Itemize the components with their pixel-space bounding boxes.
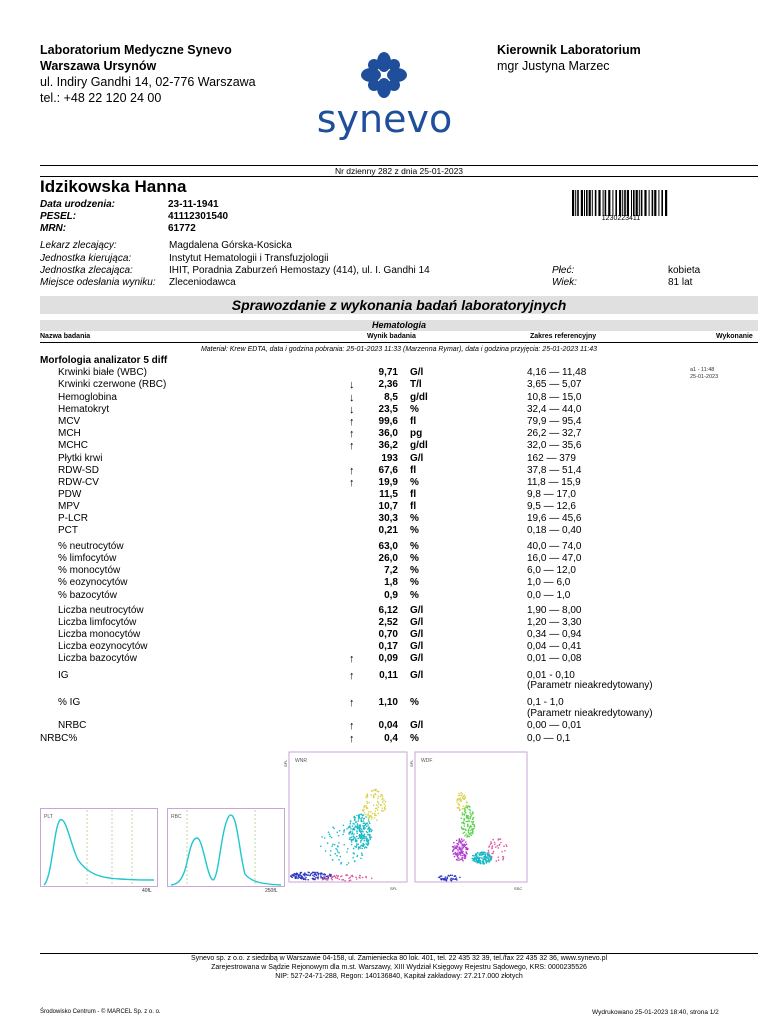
result-flag: ↑ bbox=[349, 440, 355, 452]
col-reference-header: Zakres referencyjny bbox=[530, 333, 597, 340]
result-flag: ↑ bbox=[349, 416, 355, 428]
synevo-logo bbox=[312, 50, 457, 145]
result-value: 36,0 bbox=[378, 428, 398, 439]
birth-date-row bbox=[40, 199, 340, 211]
plt-histogram bbox=[40, 808, 158, 894]
result-unit: % bbox=[410, 404, 419, 415]
result-flag: ↑ bbox=[349, 653, 355, 665]
group-title: Morfologia analizator 5 diff bbox=[40, 355, 168, 366]
lab-address: ul. Indiry Gandhi 14, 02-776 Warszawa bbox=[40, 75, 256, 89]
referral-label: Lekarz zlecający: bbox=[40, 240, 117, 251]
plt-axis-end: 40fL bbox=[142, 888, 152, 894]
result-unit: % bbox=[410, 565, 419, 576]
result-unit: % bbox=[410, 733, 419, 744]
result-row bbox=[40, 605, 758, 617]
result-reference: 0,0 — 0,1 bbox=[527, 733, 571, 744]
wdf-scattergram bbox=[410, 750, 530, 892]
barcode-number: 1230223411 bbox=[601, 215, 641, 222]
result-name: Krwinki białe (WBC) bbox=[58, 367, 147, 378]
result-unit: % bbox=[410, 525, 419, 536]
result-name: % eozynocytów bbox=[58, 577, 128, 588]
referral-row bbox=[40, 240, 560, 252]
result-flag: ↓ bbox=[349, 404, 355, 416]
result-row bbox=[40, 541, 758, 553]
footer-line: Zarejestrowana w Sądzie Rejonowym dla m.st. Warszawy, XIII Wydział Księgowy Rejestru Sądowego, KRS: 0000235526 bbox=[211, 964, 587, 971]
result-reference: 79,9 — 95,4 bbox=[527, 416, 582, 427]
result-flag: ↑ bbox=[349, 720, 355, 732]
mrn-value: 61772 bbox=[168, 223, 196, 234]
result-name: % monocytów bbox=[58, 565, 121, 576]
sex-label: Płeć: bbox=[552, 265, 575, 276]
result-name: Hematokryt bbox=[58, 404, 110, 415]
result-reference: 0,34 — 0,94 bbox=[527, 629, 582, 640]
result-value: 19,9 bbox=[378, 477, 398, 488]
rbc-label: RBC bbox=[171, 814, 182, 820]
age-value: 81 lat bbox=[668, 277, 693, 288]
wnr-y-axis: SFL bbox=[283, 759, 288, 767]
result-flag: ↓ bbox=[349, 392, 355, 404]
result-name: Liczba bazocytów bbox=[58, 653, 137, 664]
result-reference: 162 — 379 bbox=[527, 453, 576, 464]
result-reference: 0,18 — 0,40 bbox=[527, 525, 582, 536]
result-reference: 9,8 — 17,0 bbox=[527, 489, 576, 500]
result-row bbox=[40, 641, 758, 653]
result-unit: T/l bbox=[410, 379, 422, 390]
wnr-label: WNR bbox=[295, 758, 307, 764]
result-value: 67,6 bbox=[378, 465, 398, 476]
result-name: Krwinki czerwone (RBC) bbox=[58, 379, 167, 390]
lab-header bbox=[40, 42, 256, 106]
result-reference: 9,5 — 12,6 bbox=[527, 501, 576, 512]
logo-wordmark: synevo bbox=[316, 97, 453, 141]
wnr-scattergram bbox=[284, 750, 410, 892]
result-row bbox=[40, 477, 758, 489]
result-value: 2,52 bbox=[378, 617, 398, 628]
result-name: RDW-SD bbox=[58, 465, 99, 476]
result-unit: G/l bbox=[410, 453, 424, 464]
result-name: % neutrocytów bbox=[58, 541, 124, 552]
non-accredited-note: (Parametr nieakredytowany) bbox=[527, 708, 653, 719]
result-row bbox=[40, 440, 758, 452]
report-title: Sprawozdanie z wykonania badań laboratoryjnych bbox=[40, 296, 758, 314]
referral-value: Zleceniodawca bbox=[169, 277, 236, 288]
result-row bbox=[40, 367, 758, 379]
pesel-label: PESEL: bbox=[40, 211, 77, 222]
result-reference: 16,0 — 47,0 bbox=[527, 553, 582, 564]
result-unit: G/l bbox=[410, 629, 424, 640]
result-flag: ↓ bbox=[349, 379, 355, 391]
lab-branch: Warszawa Ursynów bbox=[40, 59, 157, 73]
result-row bbox=[40, 416, 758, 428]
result-flag: ↑ bbox=[349, 465, 355, 477]
col-performed-header: Wykonanie bbox=[716, 333, 753, 340]
result-reference: 1,90 — 8,00 bbox=[527, 605, 582, 616]
result-value: 0,11 bbox=[379, 670, 398, 681]
result-unit: fl bbox=[410, 465, 417, 476]
result-row bbox=[40, 404, 758, 416]
pesel-row bbox=[40, 211, 340, 223]
result-name: Płytki krwi bbox=[58, 453, 103, 464]
referral-row bbox=[40, 277, 560, 289]
footer-line: Synevo sp. z o.o. z siedzibą w Warszawie 04-158, ul. Zamieniecka 80 lok. 401, tel. 22 435 32 39, tel./fax 22 435 32 36, www.synevo.pl bbox=[190, 955, 608, 962]
referral-row bbox=[40, 265, 560, 277]
performed-note: a1 - 11:48 25-01-2023 bbox=[690, 367, 719, 380]
result-name: IG bbox=[58, 670, 69, 681]
barcode bbox=[572, 190, 670, 216]
result-row bbox=[40, 565, 758, 577]
referral-label: Miejsce odesłania wyniku: bbox=[40, 277, 156, 288]
result-reference: 0,1 - 1,0 bbox=[527, 697, 564, 708]
result-unit: G/l bbox=[410, 617, 424, 628]
rbc-histogram bbox=[167, 808, 285, 894]
footer-printed: Wydrukowano 25-01-2023 18:40, strona 1/2 bbox=[592, 1009, 719, 1016]
plt-label: PLT bbox=[44, 814, 53, 820]
footer-software: Środowisko Centrum - © MARCEL Sp. z o. o. bbox=[40, 1009, 161, 1015]
result-name: PCT bbox=[58, 525, 78, 536]
result-unit: fl bbox=[410, 501, 417, 512]
result-unit: g/dl bbox=[410, 392, 428, 403]
result-name: Liczba neutrocytów bbox=[58, 605, 144, 616]
result-reference: 32,0 — 35,6 bbox=[527, 440, 582, 451]
birth-date-label: Data urodzenia: bbox=[40, 199, 116, 210]
result-flag: ↑ bbox=[349, 428, 355, 440]
result-name: Hemoglobina bbox=[58, 392, 117, 403]
referral-value: IHIT, Poradnia Zaburzeń Hemostazy (414), ul. I. Gandhi 14 bbox=[169, 265, 430, 276]
result-name: MPV bbox=[58, 501, 80, 512]
result-row bbox=[40, 465, 758, 477]
result-value: 9,71 bbox=[378, 367, 398, 378]
result-value: 0,21 bbox=[378, 525, 398, 536]
result-row bbox=[40, 428, 758, 440]
result-row bbox=[40, 525, 758, 537]
result-row bbox=[40, 590, 758, 602]
result-value: 8,5 bbox=[384, 392, 398, 403]
result-reference: 6,0 — 12,0 bbox=[527, 565, 576, 576]
result-value: 26,0 bbox=[378, 553, 398, 564]
result-flag: ↑ bbox=[349, 733, 355, 745]
non-accredited-note: (Parametr nieakredytowany) bbox=[527, 680, 653, 691]
flower-icon bbox=[312, 50, 457, 100]
result-reference: 11,8 — 15,9 bbox=[527, 477, 581, 488]
result-name: MCH bbox=[58, 428, 81, 439]
result-unit: % bbox=[410, 553, 419, 564]
result-name: % bazocytów bbox=[58, 590, 117, 601]
lab-head bbox=[497, 42, 641, 74]
result-unit: g/dl bbox=[410, 440, 428, 451]
result-unit: fl bbox=[410, 416, 417, 427]
result-reference: 19,6 — 45,6 bbox=[527, 513, 582, 524]
result-reference: 4,16 — 11,48 bbox=[527, 367, 587, 378]
lab-head-title: Kierownik Laboratorium bbox=[497, 43, 641, 57]
result-reference: 26,2 — 32,7 bbox=[527, 428, 582, 439]
result-value: 2,36 bbox=[378, 379, 398, 390]
result-reference: 32,4 — 44,0 bbox=[527, 404, 582, 415]
result-value: 0,17 bbox=[378, 641, 398, 652]
mrn-row bbox=[40, 223, 340, 235]
result-value: 23,5 bbox=[378, 404, 398, 415]
result-reference: 0,01 — 0,08 bbox=[527, 653, 582, 664]
result-unit: G/l bbox=[410, 605, 424, 616]
result-flag: ↑ bbox=[349, 477, 355, 489]
mrn-label: MRN: bbox=[40, 223, 67, 234]
lab-name: Laboratorium Medyczne Synevo bbox=[40, 43, 232, 57]
wnr-x-axis: SFL bbox=[390, 886, 398, 891]
result-unit: % bbox=[410, 590, 419, 601]
result-reference: 0,01 - 0,10 bbox=[527, 670, 575, 681]
result-flag: ↑ bbox=[349, 697, 355, 709]
result-row bbox=[40, 720, 758, 732]
result-reference: 0,04 — 0,41 bbox=[527, 641, 582, 652]
result-row bbox=[40, 392, 758, 404]
result-reference: 40,0 — 74,0 bbox=[527, 541, 582, 552]
result-name: Liczba monocytów bbox=[58, 629, 141, 640]
pesel-value: 41112301540 bbox=[168, 211, 229, 222]
col-name-header: Nazwa badania bbox=[40, 333, 91, 340]
referral-row bbox=[40, 253, 560, 265]
result-row bbox=[40, 453, 758, 465]
rbc-axis-end: 250fL bbox=[265, 888, 278, 894]
result-row bbox=[40, 629, 758, 641]
col-result-header: Wynik badania bbox=[367, 333, 416, 340]
result-value: 1,8 bbox=[384, 577, 398, 588]
result-name: % IG bbox=[58, 697, 81, 708]
result-name: MCHC bbox=[58, 440, 88, 451]
result-reference: 1,0 — 6,0 bbox=[527, 577, 571, 588]
result-unit: fl bbox=[410, 489, 417, 500]
result-unit: G/l bbox=[410, 367, 424, 378]
result-name: Liczba limfocytów bbox=[58, 617, 137, 628]
result-value: 99,6 bbox=[378, 416, 398, 427]
result-row bbox=[40, 379, 758, 391]
result-row bbox=[40, 653, 758, 665]
result-row bbox=[40, 489, 758, 501]
section-title: Hematologia bbox=[40, 320, 758, 331]
wdf-x-axis: SSC bbox=[514, 886, 523, 891]
result-row bbox=[40, 501, 758, 513]
footer-line: NIP: 527-24-71-288, Regon: 140136840, Kapitał zakładowy: 27.217.000 złotych bbox=[275, 973, 523, 980]
referral-label: Jednostka kierująca: bbox=[40, 253, 132, 264]
result-name: RDW-CV bbox=[58, 477, 99, 488]
wdf-y-axis: SFL bbox=[409, 759, 414, 767]
result-row bbox=[40, 733, 758, 745]
result-reference: 10,8 — 15,0 bbox=[527, 392, 582, 403]
result-unit: G/l bbox=[410, 653, 424, 664]
result-value: 193 bbox=[381, 453, 398, 464]
result-row bbox=[40, 553, 758, 565]
result-value: 0,9 bbox=[384, 590, 398, 601]
result-value: 0,09 bbox=[378, 653, 398, 664]
result-value: 6,12 bbox=[378, 605, 398, 616]
result-value: 0,70 bbox=[378, 629, 398, 640]
result-reference: 1,20 — 3,30 bbox=[527, 617, 582, 628]
result-value: 0,4 bbox=[384, 733, 398, 744]
result-name: % limfocytów bbox=[58, 553, 117, 564]
referral-label: Jednostka zlecająca: bbox=[40, 265, 133, 276]
result-unit: G/l bbox=[410, 641, 424, 652]
daily-number: Nr dzienny 282 z dnia 25-01-2023 bbox=[334, 166, 464, 176]
result-unit: pg bbox=[410, 428, 423, 439]
material-info: Materiał: Krew EDTA, data i godzina pobrania: 25-01-2023 11:33 (Marzenna Rymar), data i godzina przyjęcia: 25-01-2023 11:43 bbox=[200, 346, 598, 353]
referral-value: Instytut Hematologii i Transfuzjologii bbox=[169, 253, 329, 264]
result-row bbox=[40, 577, 758, 589]
result-row bbox=[40, 513, 758, 525]
result-value: 10,7 bbox=[378, 501, 398, 512]
result-name: NRBC% bbox=[40, 733, 78, 744]
result-unit: % bbox=[410, 541, 419, 552]
lab-phone: tel.: +48 22 120 24 00 bbox=[40, 91, 162, 105]
result-row bbox=[40, 617, 758, 629]
result-reference: 37,8 — 51,4 bbox=[527, 465, 582, 476]
result-name: Liczba eozynocytów bbox=[58, 641, 148, 652]
patient-name: Idzikowska Hanna bbox=[40, 177, 187, 196]
referral-value: Magdalena Górska-Kosicka bbox=[169, 240, 292, 251]
result-reference: 0,00 — 0,01 bbox=[527, 720, 582, 731]
sex-value: kobieta bbox=[668, 265, 701, 276]
result-unit: % bbox=[410, 513, 419, 524]
age-label: Wiek: bbox=[552, 277, 577, 288]
result-name: NRBC bbox=[58, 720, 87, 731]
result-value: 11,5 bbox=[379, 489, 398, 500]
result-reference: 0,0 — 1,0 bbox=[527, 590, 571, 601]
result-name: PDW bbox=[58, 489, 82, 500]
lab-head-name: mgr Justyna Marzec bbox=[497, 59, 610, 73]
result-unit: % bbox=[410, 697, 419, 708]
result-unit: % bbox=[410, 577, 419, 588]
result-value: 0,04 bbox=[378, 720, 398, 731]
result-reference: 3,65 — 5,07 bbox=[527, 379, 582, 390]
result-flag: ↑ bbox=[349, 670, 355, 682]
result-value: 36,2 bbox=[378, 440, 398, 451]
result-name: P-LCR bbox=[58, 513, 89, 524]
result-name: MCV bbox=[58, 416, 81, 427]
result-value: 1,10 bbox=[378, 697, 398, 708]
wdf-label: WDF bbox=[421, 758, 433, 764]
result-unit: G/l bbox=[410, 670, 424, 681]
result-unit: G/l bbox=[410, 720, 424, 731]
birth-date-value: 23-11-1941 bbox=[168, 199, 219, 210]
result-unit: % bbox=[410, 477, 419, 488]
result-value: 7,2 bbox=[384, 565, 398, 576]
result-value: 63,0 bbox=[378, 541, 398, 552]
result-value: 30,3 bbox=[378, 513, 398, 524]
